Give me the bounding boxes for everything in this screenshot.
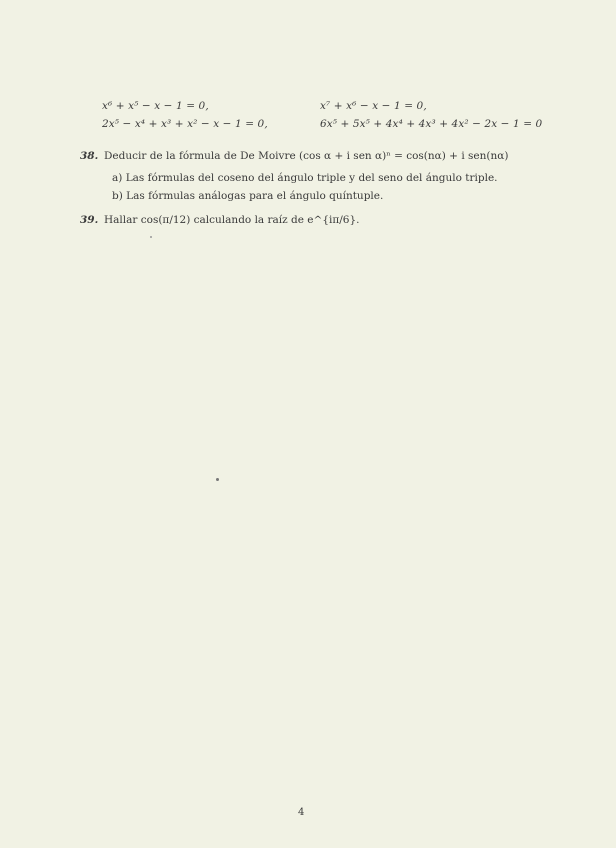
equation-3: 2x⁵ − x⁴ + x³ + x² − x − 1 = 0, (102, 118, 268, 130)
page-number: 4 (298, 807, 305, 818)
paper-speck (150, 236, 152, 238)
problem-38-item-a: a) Las fórmulas del coseno del ángulo triple y del seno del ángulo triple. (112, 172, 498, 184)
problem-38-number: 38. (80, 150, 99, 162)
equation-4: 6x⁵ + 5x⁵ + 4x⁴ + 4x³ + 4x² − 2x − 1 = 0 (320, 118, 543, 130)
equation-2: x⁷ + x⁶ − x − 1 = 0, (320, 100, 427, 112)
problem-39-number: 39. (80, 214, 99, 226)
paper-speck (216, 478, 219, 481)
problem-39-statement: Hallar cos(π/12) calculando la raíz de e^{iπ/6}. (104, 214, 360, 226)
problem-38-statement: Deducir de la fórmula de De Moivre (cos α + i sen α)ⁿ = cos(nα) + i sen(nα) (104, 150, 509, 162)
problem-38-item-b: b) Las fórmulas análogas para el ángulo quíntuple. (112, 190, 384, 202)
equation-1: x⁶ + x⁵ − x − 1 = 0, (102, 100, 209, 112)
